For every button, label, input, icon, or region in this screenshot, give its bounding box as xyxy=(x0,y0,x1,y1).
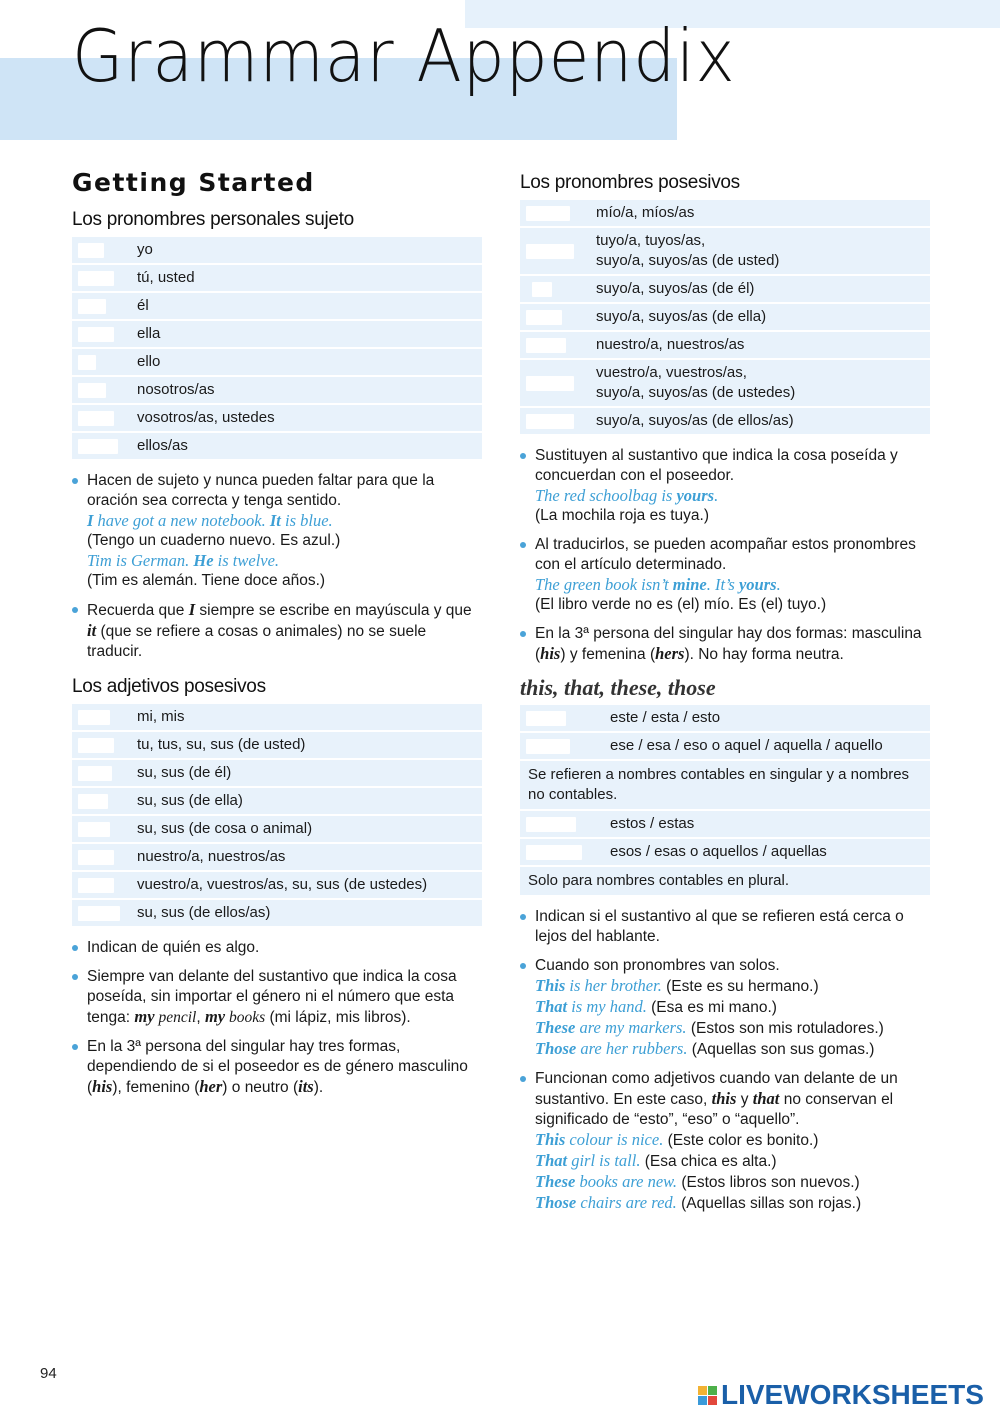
table-note: Solo para nombres contables en plural. xyxy=(520,867,930,895)
possessive-adjectives-heading: Los adjetivos posesivos xyxy=(72,676,266,697)
table-cell: ello xyxy=(129,349,482,375)
table-note: Se refieren a nombres contables en singular y a nombres no contables. xyxy=(520,761,930,809)
answer-blank[interactable] xyxy=(78,383,106,398)
table-cell: suyo/a, suyos/as (de ellos/as) xyxy=(588,408,930,434)
answer-blank[interactable] xyxy=(78,327,114,342)
table-cell: suyo/a, suyos/as (de ella) xyxy=(588,304,930,330)
answer-blank[interactable] xyxy=(78,299,106,314)
table-cell: su, sus (de ella) xyxy=(129,788,482,814)
subject-pronouns-heading: Los pronombres personales sujeto xyxy=(72,209,354,230)
table-cell: nosotros/as xyxy=(129,377,482,403)
answer-blank[interactable] xyxy=(526,817,576,832)
list-item: Al traducirlos, se pueden acompañar estos pronombres con el artículo determinado. The green book isn’t mine. It’s yours. (El libro verde no es (el) mío. Es (el) tuyo.) xyxy=(520,535,930,615)
table-cell: vuestro/a, vuestros/as, suyo/a, suyos/as (de ustedes) xyxy=(588,360,930,406)
possessive-adjectives-notes xyxy=(72,938,482,1098)
list-item: Hacen de sujeto y nunca pueden faltar para que la oración sea correcta y tenga sentido. I have got a new notebook. It is blue. (Tengo un cuaderno nuevo. Es azul.) Tim is German. He is twelve. (Tim es alemán. Tiene doce años.) xyxy=(72,471,482,591)
table-row xyxy=(520,408,930,434)
answer-blank[interactable] xyxy=(526,414,574,429)
table-row xyxy=(72,732,482,758)
table-row xyxy=(520,360,930,406)
answer-blank[interactable] xyxy=(526,338,566,353)
list-item: Indican de quién es algo. xyxy=(72,938,482,958)
table-cell: tú, usted xyxy=(129,265,482,291)
answer-blank[interactable] xyxy=(532,282,552,297)
possessive-pronouns-heading: Los pronombres posesivos xyxy=(520,172,740,193)
answer-blank[interactable] xyxy=(526,376,574,391)
answer-blank[interactable] xyxy=(78,906,120,921)
answer-blank[interactable] xyxy=(78,411,114,426)
list-item: Siempre van delante del sustantivo que indica la cosa poseída, sin importar el género ni el número que esta tenga: my pencil, my books (mi lápiz, mis libros). xyxy=(72,967,482,1028)
demonstratives-heading: this, that, these, those xyxy=(520,675,716,700)
subject-pronouns-notes xyxy=(72,471,482,662)
table-row xyxy=(72,405,482,431)
list-item: En la 3ª persona del singular hay dos formas: masculina (his) y femenina (hers). No hay forma neutra. xyxy=(520,624,930,665)
table-row xyxy=(72,788,482,814)
answer-blank[interactable] xyxy=(78,850,114,865)
table-cell: vuestro/a, vuestros/as, su, sus (de ustedes) xyxy=(129,872,482,898)
table-cell: tuyo/a, tuyos/as, suyo/a, suyos/as (de usted) xyxy=(588,228,930,274)
answer-blank[interactable] xyxy=(78,766,112,781)
demonstratives-table xyxy=(520,703,930,897)
table-row xyxy=(72,237,482,263)
table-cell: mío/a, míos/as xyxy=(588,200,930,226)
answer-blank[interactable] xyxy=(526,711,566,726)
possessive-pronouns-notes xyxy=(520,446,930,665)
list-item: Indican si el sustantivo al que se refieren está cerca o lejos del hablante. xyxy=(520,907,930,947)
table-row xyxy=(520,304,930,330)
possessive-adjectives-table xyxy=(72,702,482,928)
table-cell: este / esta / esto xyxy=(602,705,930,731)
answer-blank[interactable] xyxy=(78,710,110,725)
answer-blank[interactable] xyxy=(78,738,114,753)
possessive-pronouns-table xyxy=(520,198,930,436)
table-cell: estos / estas xyxy=(602,811,930,837)
answer-blank[interactable] xyxy=(526,206,570,221)
answer-blank[interactable] xyxy=(78,271,114,286)
logo-icon xyxy=(698,1386,717,1405)
table-cell: tu, tus, su, sus (de usted) xyxy=(129,732,482,758)
answer-blank[interactable] xyxy=(526,845,582,860)
table-cell: su, sus (de él) xyxy=(129,760,482,786)
table-row xyxy=(72,844,482,870)
table-row xyxy=(72,321,482,347)
subject-pronouns-table xyxy=(72,235,482,461)
answer-blank[interactable] xyxy=(78,439,118,454)
list-item: En la 3ª persona del singular hay tres formas, dependiendo de si el poseedor es de género masculino (his), femenino (her) o neutro (its). xyxy=(72,1037,482,1098)
section-title: Getting Started xyxy=(72,168,315,197)
page-title: Grammar Appendix xyxy=(72,14,736,98)
table-row xyxy=(72,900,482,926)
answer-blank[interactable] xyxy=(78,794,108,809)
table-row xyxy=(72,704,482,730)
table-cell: su, sus (de cosa o animal) xyxy=(129,816,482,842)
answer-blank[interactable] xyxy=(78,355,96,370)
table-cell: él xyxy=(129,293,482,319)
demonstratives-notes xyxy=(520,907,930,1214)
table-row xyxy=(72,433,482,459)
table-row xyxy=(72,760,482,786)
table-cell: esos / esas o aquellos / aquellas xyxy=(602,839,930,865)
table-cell: vosotros/as, ustedes xyxy=(129,405,482,431)
table-cell: ella xyxy=(129,321,482,347)
page-number: 94 xyxy=(40,1365,57,1382)
liveworksheets-logo[interactable] xyxy=(698,1379,984,1411)
table-cell: mi, mis xyxy=(129,704,482,730)
right-column xyxy=(520,172,930,1223)
answer-blank[interactable] xyxy=(78,243,104,258)
table-cell: ese / esa / eso o aquel / aquella / aquello xyxy=(602,733,930,759)
table-cell: nuestro/a, nuestros/as xyxy=(129,844,482,870)
table-row xyxy=(520,200,930,226)
table-row xyxy=(72,816,482,842)
table-row xyxy=(520,332,930,358)
table-row xyxy=(520,811,930,837)
list-item: Funcionan como adjetivos cuando van delante de un sustantivo. En este caso, this y that no conservan el significado de “esto”, “eso” o “aquello”. This colour is nice. (Este color es bonito.) That girl is tall. (Esa chica es alta.) These books are new. (Estos libros son nuevos.) Those chairs are red. (Aquellas sillas son rojas.) xyxy=(520,1069,930,1214)
table-row xyxy=(72,293,482,319)
table-cell: ellos/as xyxy=(129,433,482,459)
answer-blank[interactable] xyxy=(526,739,570,754)
brand-name: LIVEWORKSHEETS xyxy=(721,1379,984,1410)
answer-blank[interactable] xyxy=(78,878,114,893)
answer-blank[interactable] xyxy=(526,244,574,259)
table-row xyxy=(520,867,930,895)
table-cell: su, sus (de ellos/as) xyxy=(129,900,482,926)
table-row xyxy=(520,276,930,302)
table-row xyxy=(72,265,482,291)
answer-blank[interactable] xyxy=(526,310,562,325)
table-row xyxy=(520,733,930,759)
table-cell: nuestro/a, nuestros/as xyxy=(588,332,930,358)
table-cell: suyo/a, suyos/as (de él) xyxy=(588,276,930,302)
table-row xyxy=(72,377,482,403)
left-column xyxy=(72,168,482,1107)
table-row xyxy=(520,839,930,865)
list-item: Recuerda que I siempre se escribe en mayúscula y que it (que se refiere a cosas o animales) no se suele traducir. xyxy=(72,600,482,662)
table-row xyxy=(72,872,482,898)
table-row xyxy=(72,349,482,375)
table-row xyxy=(520,761,930,809)
answer-blank[interactable] xyxy=(78,822,110,837)
list-item: Cuando son pronombres van solos. This is her brother. (Este es su hermano.) That is my hand. (Esa es mi mano.) These are my markers. (Estos son mis rotuladores.) Those are her rubbers. (Aquellas son sus gomas.) xyxy=(520,956,930,1060)
table-row xyxy=(520,705,930,731)
table-row xyxy=(520,228,930,274)
list-item: Sustituyen al sustantivo que indica la cosa poseída y concuerdan con el poseedor. The red schoolbag is yours. (La mochila roja es tuya.) xyxy=(520,446,930,526)
table-cell: yo xyxy=(129,237,482,263)
